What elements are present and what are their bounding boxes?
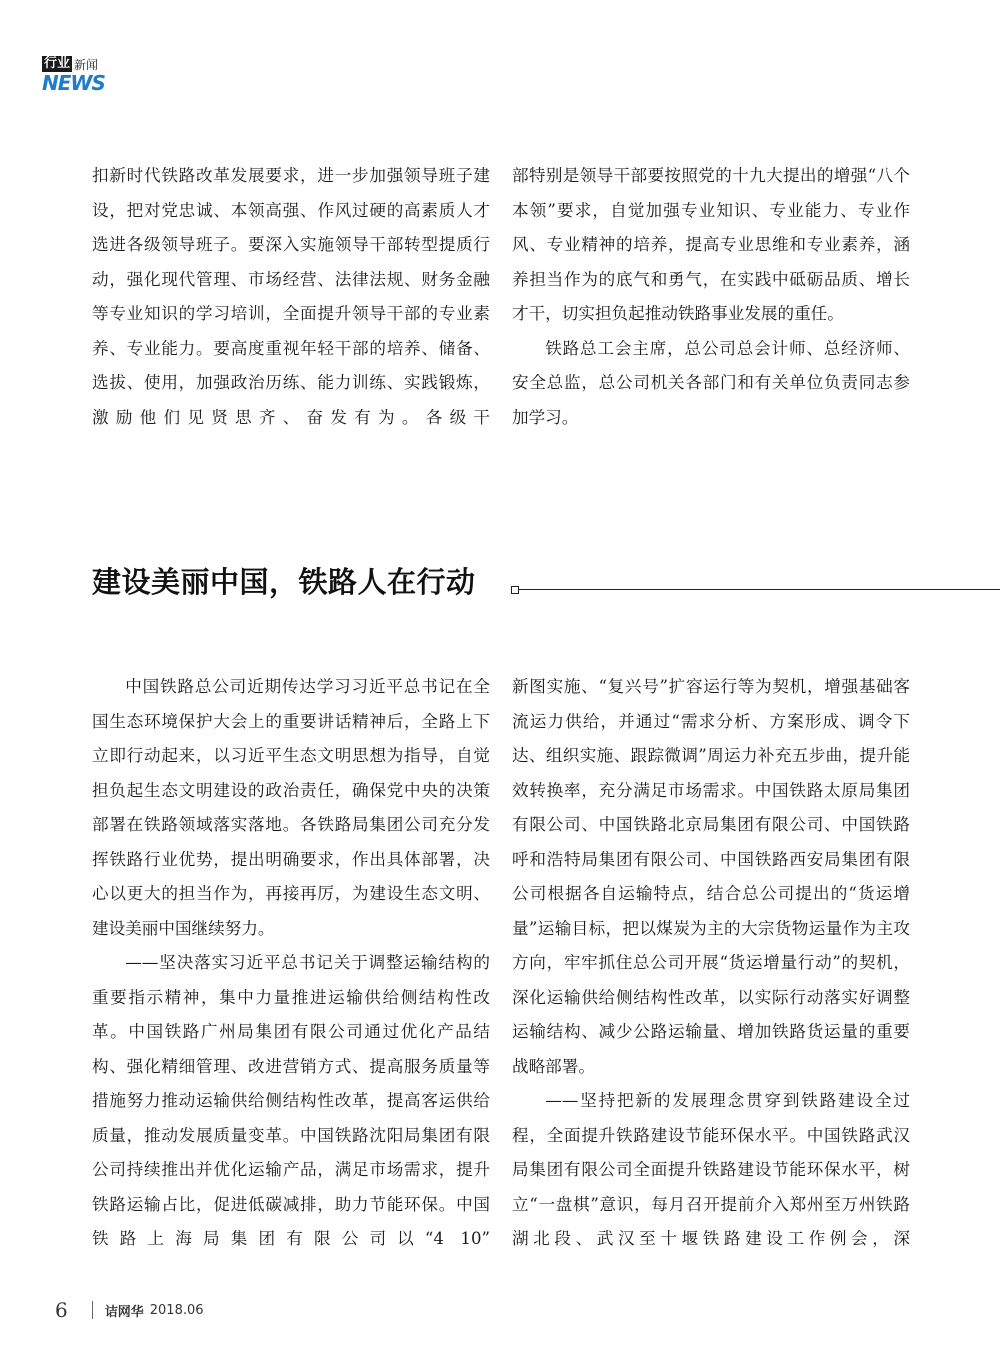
article2-right-paragraph-1: 新图实施、“复兴号”扩容运行等为契机，增强基础客流运力供给，并通过“需求分析、方案形成、调令下达、组织实施、跟踪微调”周运力补充五步曲，提升能效转换率，充分满足市场需求。中国铁路太原局集团有限公司、中国铁路北京局集团有限公司、中国铁路呼和浩特局集团有限公司、中国铁路西安局集团有限公司根据各自运输特点，结合总公司提出的“货运增量”运输目标，把以煤炭为主的大宗货物运量作为主攻方向，牢牢抓住总公司开展“货运增量行动”的契机，深化运输供给侧结构性改革，以实际行动落实好调整运输结构、减少公路运输量、增加铁路货运量的重要战略部署。 [512, 677, 910, 1076]
article1-left-paragraph-1: 扣新时代铁路改革发展要求，进一步加强领导班子建设，把对党忠诚、本领高强、作风过硬的高素质人才选进各级领导班子。要深入实施领导干部转型提质行动，强化现代管理、市场经营、法律法规、财务金融等专业知识的学习培训，全面提升领导干部的专业素养、专业能力。要高度重视年轻干部的培养、储备、选拔、使用，加强政治历练、能力训练、实践锻炼，激励他们见贤思齐、奋发有为。各级干 [92, 166, 490, 427]
section-logo [42, 56, 112, 94]
article2-left-paragraph-1: 中国铁路总公司近期传达学习习近平总书记在全国生态环境保护大会上的重要讲话精神后，全路上下立即行动起来，以习近平生态文明思想为指导，自觉担负起生态文明建设的政治责任，确保党中央的决策部署在铁路领域落实落地。各铁路局集团公司充分发挥铁路行业优势，提出明确要求，作出具体部署，决心以更大的担当作为，再接再厉，为建设生态文明、建设美丽中国继续努力。 [92, 677, 490, 938]
article1-left-column [92, 159, 490, 435]
article2-left-column [92, 670, 490, 1257]
article2-title: 建设美丽中国，铁路人在行动 [92, 565, 476, 599]
section-label-box: 行业 [44, 56, 71, 71]
page-footer [55, 1295, 204, 1325]
section-label-en: NEWS [42, 71, 105, 95]
footer-divider [92, 1301, 93, 1319]
article1-right-paragraph-1: 部特别是领导干部要按照党的十九大提出的增强“八个本领”要求，自觉加强专业知识、专业能力、专业作风、专业精神的培养，提高专业思维和专业素养，涵养担当作为的底气和勇气，在实践中砥砺品质、增长才干，切实担负起推动铁路事业发展的重任。 [512, 166, 910, 323]
page-number: 6 [55, 1298, 68, 1322]
title-rule-marker [511, 586, 519, 594]
article2-left-paragraph-2: ——坚决落实习近平总书记关于调整运输结构的重要指示精神，集中力量推进运输供给侧结构性改革。中国铁路广州局集团有限公司通过优化产品结构、强化精细管理、改进营销方式、提高服务质量等措施努力推动运输供给侧结构性改革，提高客运供给质量，推动发展质量变革。中国铁路沈阳局集团有限公司持续推出并优化运输产品，满足市场需求，提升铁路运输占比，促进低碳减排，助力节能环保。中国铁路上海局集团有限公司以“4 10” [92, 953, 490, 1248]
article2-right-paragraph-2: ——坚持把新的发展理念贯穿到铁路建设全过程，全面提升铁路建设节能环保水平。中国铁路武汉局集团有限公司全面提升铁路建设节能环保水平，树立“一盘棋”意识，每月召开提前介入郑州至万州铁路湖北段、武汉至十堰铁路建设工作例会，深 [512, 1091, 910, 1248]
title-rule-line [519, 589, 1000, 590]
magazine-name: 诘网华 [104, 1304, 144, 1320]
article1-right-column [512, 159, 910, 435]
section-label-small: 新闻 [74, 57, 99, 72]
issue-date: 2018.06 [149, 1302, 204, 1318]
article1-right-paragraph-2: 铁路总工会主席，总公司总会计师、总经济师、安全总监，总公司机关各部门和有关单位负责同志参加学习。 [512, 338, 910, 427]
article2-right-column [512, 670, 910, 1257]
